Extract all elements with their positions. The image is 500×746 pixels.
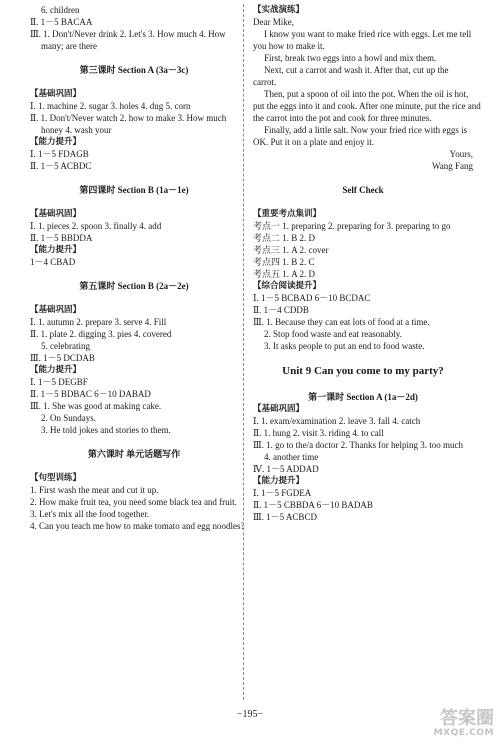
left-line: 【基础巩固】 bbox=[30, 209, 82, 219]
right-line: Ⅱ. 1－4 CDDB bbox=[253, 305, 309, 315]
right-line: Ⅰ. 1－5 FGDEA bbox=[253, 488, 312, 498]
right-line: Wang Fang bbox=[431, 161, 473, 171]
left-line: 5. celebrating bbox=[41, 341, 90, 351]
right-line: Ⅱ. 1. hung 2. visit 3. riding 4. to call bbox=[253, 428, 384, 438]
left-line bbox=[30, 76, 238, 88]
left-line: 3. Let's mix all the food together. bbox=[30, 509, 150, 519]
right-line: Ⅲ. 1. Because they can eat lots of food at a time. bbox=[253, 317, 430, 327]
left-line: 2. On Sundays. bbox=[41, 413, 97, 423]
left-line: Ⅰ. 1. autumn 2. prepare 3. serve 4. Fill bbox=[30, 317, 167, 327]
left-line: 【能力提升】 bbox=[30, 365, 82, 375]
right-line: 考点四 1. B 2. C bbox=[253, 257, 315, 267]
left-line: Ⅰ. 1－5 DEGBF bbox=[30, 377, 88, 387]
left-line bbox=[30, 268, 238, 280]
right-line: 考点一 1. preparing 2. preparing for 3. preparing to go bbox=[253, 221, 451, 231]
right-line: Finally, add a little salt. Now your fried rice with eggs is bbox=[264, 125, 468, 135]
right-line: 考点二 1. B 2. D bbox=[253, 233, 316, 243]
right-line: 3. It asks people to put an end to food waste. bbox=[264, 341, 425, 351]
right-line: First, break two eggs into a bowl and mix them. bbox=[264, 53, 437, 63]
right-line: OK. Put it on a plate and enjoy it. bbox=[253, 137, 374, 147]
left-line: 【基础巩固】 bbox=[30, 305, 82, 315]
left-line: many; are there bbox=[41, 41, 97, 51]
left-line: honey 4. wash your bbox=[41, 125, 112, 135]
right-line: you how to make it. bbox=[253, 41, 325, 51]
left-line bbox=[30, 196, 238, 208]
right-line: Yours, bbox=[449, 149, 473, 159]
right-line: Ⅰ. 1. exam/examination 2. leave 3. fall 4. catch bbox=[253, 416, 421, 426]
left-line: Ⅱ. 1－5 BBDDA bbox=[30, 233, 93, 243]
left-line: 4. Can you teach me how to make tomato and egg noodles? bbox=[30, 521, 245, 531]
watermark-sub: MXQE.COM bbox=[433, 728, 494, 738]
right-column bbox=[253, 4, 481, 523]
right-line: 【重要考点集训】 bbox=[253, 209, 322, 219]
right-line: 2. Stop food waste and eat reasonably. bbox=[264, 329, 402, 339]
right-line: 【基础巩固】 bbox=[253, 404, 305, 414]
left-line: Ⅰ. 1. machine 2. sugar 3. holes 4. dug 5. corn bbox=[30, 101, 191, 111]
right-line: 考点三 1. A 2. cover bbox=[253, 245, 329, 255]
right-line: Unit 9 Can you come to my party? bbox=[282, 365, 444, 377]
left-line: Ⅲ. 1－5 DCDAB bbox=[30, 353, 95, 363]
left-line: 2. How make fruit tea, you need some black tea and fruit. bbox=[30, 497, 237, 507]
left-line: Ⅲ. 1. Don't/Never drink 2. Let's 3. How much 4. How bbox=[30, 29, 226, 39]
right-line: Ⅱ. 1－5 CBBDA 6－10 BADAB bbox=[253, 500, 373, 510]
left-line: Ⅱ. 1－5 BDBAC 6－10 DABAD bbox=[30, 389, 151, 399]
left-line: 1. First wash the meat and cut it up. bbox=[30, 485, 159, 495]
right-line bbox=[253, 172, 473, 184]
right-line: Ⅲ. 1－5 ACBCD bbox=[253, 512, 317, 522]
page-number: −195− bbox=[236, 709, 264, 720]
right-line: the carrot into the pot and cook for three minutes. bbox=[253, 113, 432, 123]
right-line: 【实战演练】 bbox=[253, 5, 305, 15]
right-line bbox=[253, 196, 473, 208]
right-line: 考点五 1. A 2. D bbox=[253, 269, 316, 279]
left-line bbox=[30, 52, 238, 64]
left-line bbox=[30, 436, 238, 448]
left-line: Ⅰ. 1－5 FDAGB bbox=[30, 149, 89, 159]
left-line: Ⅱ. 1－5 ACBDC bbox=[30, 161, 92, 171]
right-line: Ⅳ. 1－5 ADDAD bbox=[253, 464, 319, 474]
right-line: 4. another time bbox=[264, 452, 319, 462]
left-line: 6. children bbox=[41, 5, 80, 15]
right-line: Dear Mike, bbox=[253, 17, 294, 27]
right-line: Then, put a spoon of oil into the pot. When the oil is hot, bbox=[264, 89, 469, 99]
left-line bbox=[30, 292, 238, 304]
right-line: Self Check bbox=[342, 185, 384, 195]
left-line: 第五课时 Section B (2a－2e) bbox=[79, 281, 189, 291]
left-line bbox=[30, 460, 238, 472]
left-line: Ⅲ. 1. She was good at making cake. bbox=[30, 401, 162, 411]
right-line: Ⅰ. 1－5 BCBAD 6－10 BCDAC bbox=[253, 293, 371, 303]
left-line: 【能力提升】 bbox=[30, 245, 82, 255]
watermark-logo bbox=[424, 710, 494, 742]
left-line: 3. He told jokes and stories to them. bbox=[41, 425, 171, 435]
left-line: 第三课时 Section A (3a－3c) bbox=[79, 65, 189, 75]
right-line bbox=[253, 352, 473, 364]
left-column bbox=[30, 4, 245, 532]
right-line bbox=[253, 379, 473, 391]
left-line: 【基础巩固】 bbox=[30, 89, 82, 99]
left-line: Ⅱ. 1. plate 2. digging 3. pies 4. covered bbox=[30, 329, 172, 339]
right-line: 【综合阅读提升】 bbox=[253, 281, 322, 291]
right-line: 第一课时 Section A (1a－2d) bbox=[308, 392, 418, 402]
left-line: Ⅰ. 1. pieces 2. spoon 3. finally 4. add bbox=[30, 221, 162, 231]
watermark-main: 答案圈 bbox=[440, 708, 494, 729]
left-line: 【句型训练】 bbox=[30, 473, 82, 483]
left-line: Ⅱ. 1. Don't/Never watch 2. how to make 3. How much bbox=[30, 113, 227, 123]
left-line: 第六课时 单元话题写作 bbox=[87, 449, 181, 459]
right-line: 【能力提升】 bbox=[253, 476, 305, 486]
column-divider bbox=[243, 4, 244, 700]
left-line bbox=[30, 172, 238, 184]
right-line: Next, cut a carrot and wash it. After that, cut up the bbox=[264, 65, 449, 75]
right-line: carrot. bbox=[253, 77, 277, 87]
left-line: 第四课时 Section B (1a－1e) bbox=[79, 185, 189, 195]
right-line: Ⅲ. 1. go to the/a doctor 2. Thanks for helping 3. too much bbox=[253, 440, 463, 450]
right-line: put the eggs into it and cook. After one minute, put the rice and bbox=[253, 101, 481, 111]
left-line: Ⅱ. 1－5 BACAA bbox=[30, 17, 93, 27]
left-line: 【能力提升】 bbox=[30, 137, 82, 147]
left-line: 1－4 CBAD bbox=[30, 257, 76, 267]
right-line: I know you want to make fried rice with eggs. Let me tell bbox=[264, 29, 472, 39]
